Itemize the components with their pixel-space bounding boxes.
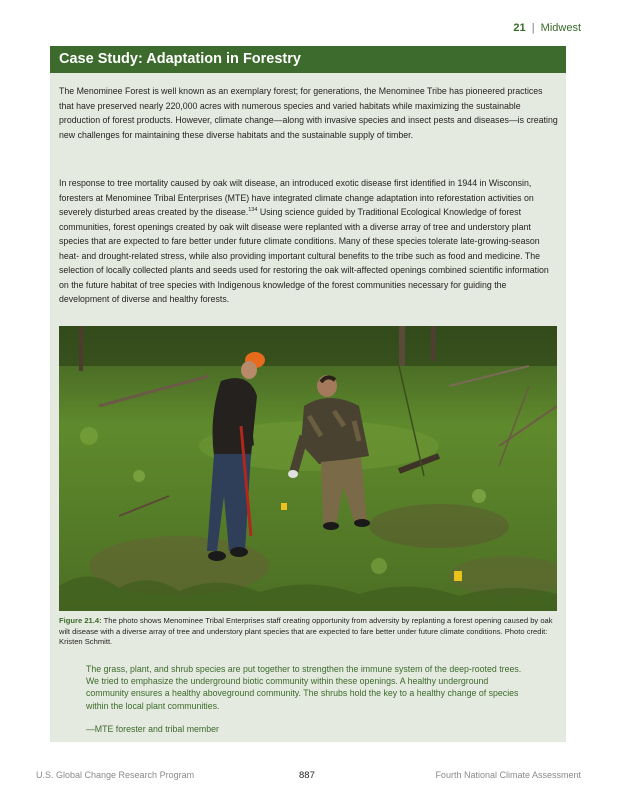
figure-caption [59,616,559,648]
paragraph-response-part1: In response to tree mortality caused by oak wilt disease, an introduced exotic disease first identified in 1944 in Wisconsin, foresters at Menominee Tribal Enterprises (MTE) have integrated climate change adaptation into reforestation activities on severely disturbed areas created by the disease. [59,178,534,217]
footer-report-title: Fourth National Climate Assessment [435,770,581,780]
reference-superscript: 134 [248,207,258,214]
header-separator: | [531,22,535,34]
case-study-box [50,46,566,742]
running-header [513,22,581,34]
quote-attribution: —MTE forester and tribal member [86,724,219,734]
forest-replanting-photo [59,326,557,611]
figure-caption-text: The photo shows Menominee Tribal Enterprises staff creating opportunity from adversity by replanting a forest opening caused by oak wilt disease with a diverse array of tree and understory plant species that are expected to fare better under future climate conditions. Photo credit: Kristen Schmitt. [59,616,553,646]
footer-publisher: U.S. Global Change Research Program [36,770,195,780]
figure-label: Figure 21.4: [59,616,102,625]
paragraph-response-part2: Using science guided by Traditional Ecological Knowledge of forest communities, forest openings created by oak wilt disease were replanted with a diverse array of tree and understory plant species that are expected to fare better under future climate conditions. Many of these species tolerate late-growing-season heat- and drought-related stress, while also providing important cultural benefits to the tribe such as food and medicine. The selection of locally collected plants and seeds used for restoring the oak wilt-affected openings combined scientific information on the future habitat of tree species with Indigenous knowledge of the forest communities necessary for guiding the development of diverse and healthy forests. [59,207,549,304]
chapter-name: Midwest [540,22,581,34]
page-number: 887 [299,770,315,781]
case-study-title: Case Study: Adaptation in Forestry [50,46,566,73]
pull-quote: The grass, plant, and shrub species are put together to strengthen the immune system of the deep-rooted trees. We tried to emphasize the underground biotic community within these openings. A healthy underground community ensures a healthy aboveground community. The shrubs hold the key to a healthy change of species within the local plant communities. [86,664,522,711]
chapter-number: 21 [513,22,526,34]
paragraph-intro: The Menominee Forest is well known as an exemplary forest; for generations, the Menominee Tribe has pioneered practices that have preserved nearly 220,000 acres with numerous species and varied habitats while maximizing the sustainable production of forest products. However, climate change—along with invasive species and insect pests and diseases—is creating new challenges for maintaining these diverse habitats and the sustainable supply of timber. [59,86,558,140]
paragraph-response [59,176,559,307]
